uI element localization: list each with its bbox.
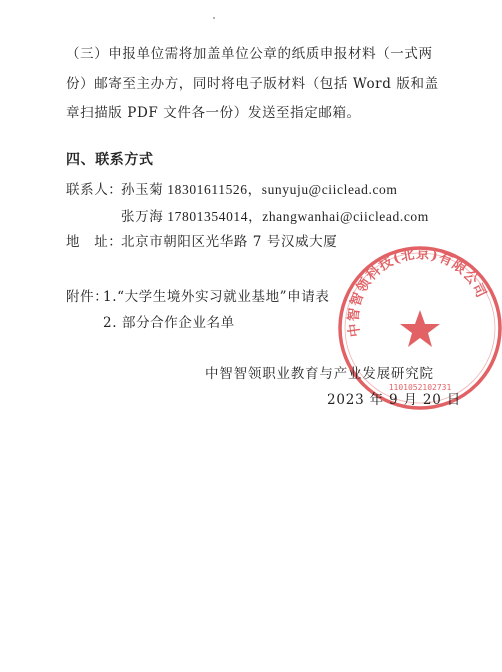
signature-date: 2023 年 9 月 20 日 — [327, 392, 462, 408]
contact1-text: 孙玉菊 18301611526，sunyuju@ciiclead.com — [121, 182, 398, 197]
scan-dot — [213, 17, 215, 19]
attachment-item-1: 1.“大学生境外实习就业基地”申请表 — [103, 289, 330, 305]
seal-number: 1101052102731 — [388, 383, 452, 392]
section3-line2: 份）邮寄至主办方，同时将电子版材料（包括 Word 版和盖 — [66, 76, 439, 92]
signature-org: 中智智领职业教育与产业发展研究院 — [205, 366, 434, 382]
address-text: 北京市朝阳区光华路 7 号汉威大厦 — [121, 234, 338, 250]
svg-text:中智智领科技(北京)有限公司 — [345, 245, 491, 338]
section3-line3: 章扫描版 PDF 文件各一份）发送至指定邮箱。 — [66, 105, 361, 121]
section4-heading: 四、联系方式 — [66, 152, 154, 168]
contact2-text: 张万海 17801354014，zhangwanhai@ciiclead.com — [121, 209, 429, 224]
contact-label: 联系人： — [66, 182, 123, 198]
seal-ring-text: 中智智领科技(北京)有限公司 — [345, 246, 490, 338]
attachment-item-2: 2. 部分合作企业名单 — [103, 315, 235, 331]
address-label: 地 址： — [66, 234, 123, 250]
section3-line1: （三）申报单位需将加盖单位公章的纸质申报材料（一式两 — [66, 46, 433, 62]
attachments-label: 附件： — [66, 289, 109, 305]
seal-star-icon — [400, 310, 440, 347]
